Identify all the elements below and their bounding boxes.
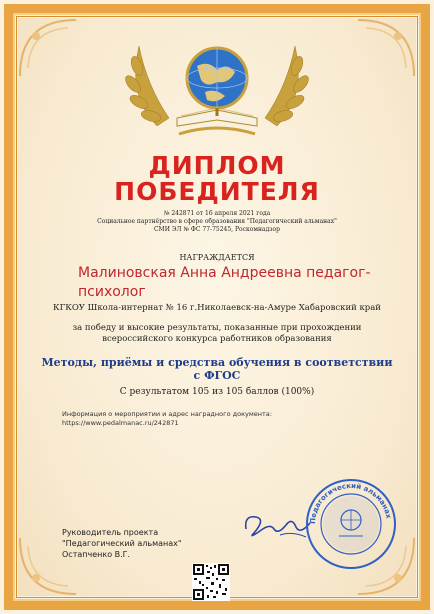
- stamp-text: Педагогический альманах: [308, 481, 393, 525]
- awarded-label: НАГРАЖДАЕТСЯ: [179, 253, 255, 262]
- info-label: Информация о мероприятии и адрес наградного документа:: [62, 410, 272, 418]
- reason-line-2: всероссийского конкурса работников образования: [102, 334, 332, 344]
- leader-role: Руководитель проекта: [62, 528, 159, 537]
- globe-book-emblem-icon: [117, 26, 317, 144]
- corner-ornament-icon: [356, 18, 416, 78]
- leader-organization: "Педагогический альманах": [62, 539, 182, 548]
- title-winner: ПОБЕДИТЕЛЯ: [114, 177, 320, 206]
- recipient-name: [78, 264, 378, 302]
- contest-line-1: Методы, приёмы и средства обучения в соответствии: [41, 356, 393, 369]
- contest-title: [40, 356, 394, 382]
- school-name: КГКОУ Школа-интернат № 16 г.Николаевск-на-Амуре Хабаровский край: [53, 303, 381, 313]
- reason-line-1: за победу и высокие результаты, показанные при прохождении: [72, 323, 362, 333]
- document-url[interactable]: https://www.pedalmanac.ru/242871: [62, 419, 179, 427]
- award-reason: [0, 323, 434, 345]
- recipient-line-2: психолог: [78, 284, 146, 300]
- title-diploma: ДИПЛОМ: [148, 151, 286, 180]
- partnership-line: Социальное партнёрство в сфере образования "Педагогический альманах": [97, 218, 337, 225]
- info-block: [62, 410, 272, 428]
- registration-line: СМИ ЭЛ № ФС 77-75245, Роскомнадзор: [153, 226, 281, 233]
- contest-line-2: с ФГОС: [193, 369, 241, 382]
- leader-name: Остапченко В.Г.: [62, 550, 131, 559]
- official-stamp-icon: [305, 478, 397, 570]
- recipient-line-1: Малиновская Анна Андреевна педагог-: [78, 265, 371, 281]
- qr-code-icon[interactable]: [192, 563, 230, 601]
- corner-ornament-icon: [18, 18, 78, 78]
- project-leader: [62, 527, 182, 560]
- document-number: № 242871 от 16 апреля 2021 года: [163, 210, 271, 217]
- result-score: С результатом 105 из 105 баллов (100%): [119, 387, 315, 397]
